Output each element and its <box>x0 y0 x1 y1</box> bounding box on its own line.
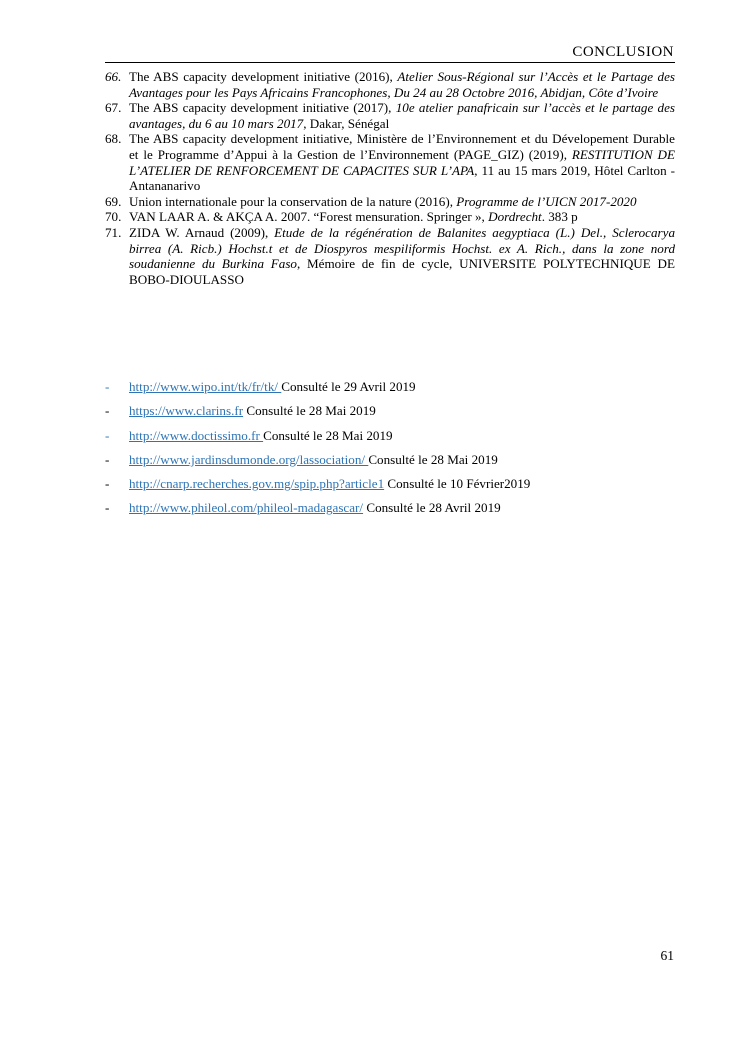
list-dash: - <box>105 403 110 419</box>
weblink-url[interactable]: http://cnarp.recherches.gov.mg/spip.php?article1 <box>129 476 385 492</box>
reference-list <box>105 69 675 287</box>
reference-text-tail: , 11 au 15 mars 2019, Hôtel Carlton - Antananarivo <box>129 162 675 194</box>
reference-title: 10e atelier panafricain sur l’accès et le partage des avantages, du 6 au 10 mars 2017 <box>129 100 675 131</box>
list-dash: - <box>105 500 110 516</box>
reference-title: Programme de l’UICN 2017-2020 <box>456 193 637 209</box>
list-dash: - <box>105 427 110 443</box>
weblink-consulted-note: Consulté le 28 Mai 2019 <box>243 403 376 419</box>
weblink-url[interactable]: http://www.phileol.com/phileol-madagascar/ <box>129 500 364 516</box>
reference-item-71 <box>105 225 675 287</box>
reference-text: The ABS capacity development initiative, Ministère de l’Environnement et du Dévelopement Durable et le Programme d’Appui à la Gestion de l’Environnement (PAGE_GIZ) (2019), <box>129 131 675 162</box>
reference-item-66 <box>105 69 675 100</box>
list-dash: - <box>105 379 110 394</box>
reference-item-67 <box>105 100 675 131</box>
weblink-url[interactable]: http://www.doctissimo.fr <box>129 427 264 443</box>
reference-number: 66. <box>105 69 122 84</box>
reference-text: Union internationale pour la conservation de la nature (2016), <box>129 193 457 209</box>
weblink-item <box>105 500 675 524</box>
reference-text: ZIDA W. Arnaud (2009), <box>129 224 275 240</box>
running-header-title: CONCLUSION <box>572 44 674 60</box>
weblink-consulted-note: Consulté le 28 Mai 2019 <box>368 451 498 467</box>
reference-title: Etude de la régénération de Balanites aegyptiaca (L.) Del., Sclerocarya birrea (A. Ricb.) Hochst.t et de Diospyros mespiliformis Hochst. ex A. Rich., dans la zone nord soudanienne du Burkina Faso <box>129 224 675 272</box>
reference-text: VAN LAAR A. & AKÇA A. 2007. “Forest mensuration. Springer », <box>129 209 489 225</box>
reference-item-69 <box>105 194 675 210</box>
reference-number: 71. <box>105 224 122 240</box>
list-dash: - <box>105 476 110 492</box>
weblink-consulted-note: Consulté le 29 Avril 2019 <box>281 379 416 394</box>
reference-title: RESTITUTION DE L’ATELIER DE RENFORCEMENT DE CAPACITES SUR L’APA <box>129 146 676 178</box>
page-number: 61 <box>660 948 674 963</box>
reference-number: 68. <box>105 131 122 147</box>
reference-number: 69. <box>105 193 122 209</box>
weblink-url[interactable]: http://www.wipo.int/tk/fr/tk/ <box>129 379 282 394</box>
weblink-url[interactable]: http://www.jardinsdumonde.org/lassociation/ <box>129 451 369 467</box>
reference-text: The ABS capacity development initiative (2017), <box>129 100 396 116</box>
weblink-item <box>105 428 675 452</box>
reference-number: 67. <box>105 100 122 116</box>
reference-text-tail: , Mémoire de fin de cycle, UNIVERSITE POLYTECHNIQUE DE BOBO-DIOULASSO <box>129 256 675 287</box>
weblink-consulted-note: Consulté le 28 Avril 2019 <box>363 500 501 516</box>
reference-title: Dordrecht <box>488 209 542 225</box>
weblink-list <box>105 379 675 525</box>
weblink-consulted-note: Consulté le 10 Février2019 <box>384 476 531 492</box>
weblink-item <box>105 476 675 500</box>
reference-text-tail: , Dakar, Sénégal <box>303 115 390 131</box>
weblink-item <box>105 403 675 427</box>
reference-title: Atelier Sous-Régional sur l’Accès et le Partage des Avantages pour les Pays Africains Francophones, Du 24 au 28 Octobre 2016, Abidjan, Côte d’Ivoire <box>129 69 676 100</box>
reference-text: The ABS capacity development initiative (2016), <box>129 69 398 84</box>
list-dash: - <box>105 451 110 467</box>
reference-item-68 <box>105 131 675 193</box>
weblink-item <box>105 452 675 476</box>
weblink-url[interactable]: https://www.clarins.fr <box>129 403 244 419</box>
reference-item-70 <box>105 209 675 225</box>
header-rule <box>105 62 675 63</box>
weblink-consulted-note: Consulté le 28 Mai 2019 <box>263 427 393 443</box>
reference-text-tail: . 383 p <box>541 209 578 225</box>
weblink-item <box>105 379 675 403</box>
reference-number: 70. <box>105 209 122 225</box>
